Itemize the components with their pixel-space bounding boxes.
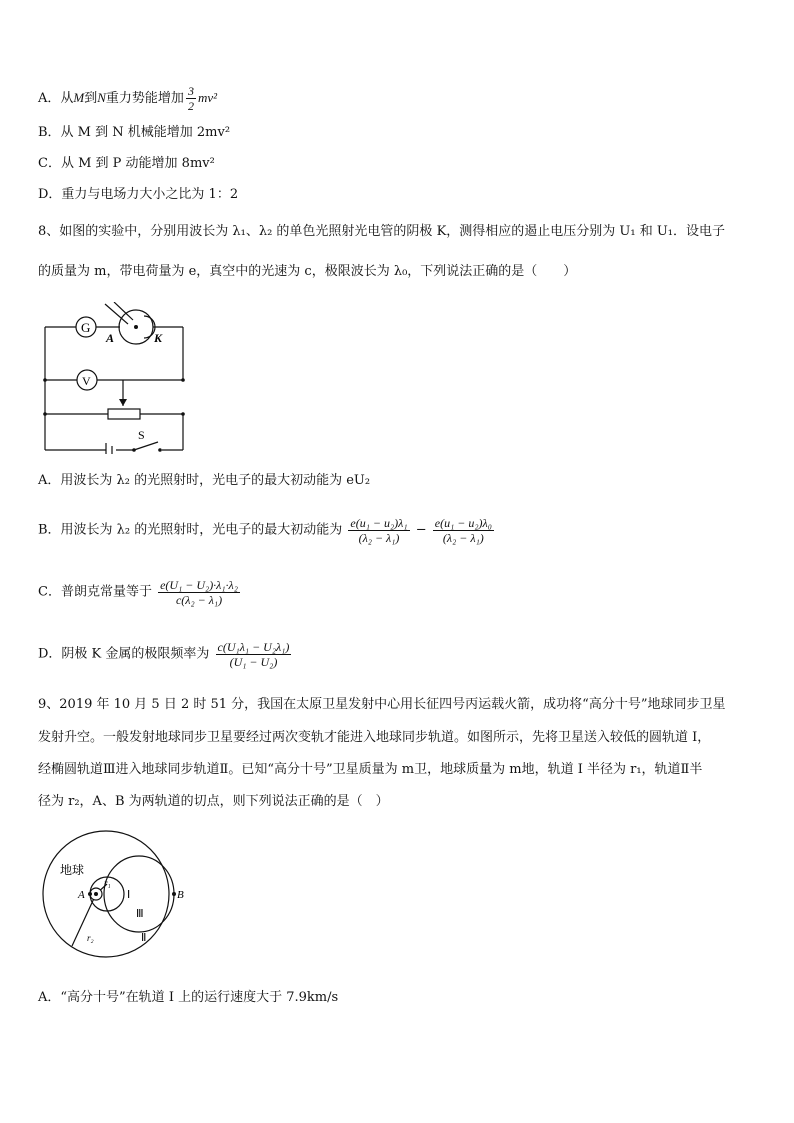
q9-orbit-figure (38, 828, 188, 958)
q8-stem-line-2: 的质量为 m，带电荷量为 e，真空中的光速为 c，极限波长为 λ₀，下列说法正确的是（ ） (38, 264, 577, 279)
figure-label-k: K (154, 331, 163, 345)
q7-option-b: B．从 M 到 N 机械能增加 2mv² (38, 125, 231, 140)
orbit-ii (43, 831, 169, 957)
q7-option-c: C．从 M 到 P 动能增加 8mv² (38, 156, 215, 171)
figure-label-a: A (106, 331, 115, 345)
figure-label-orbit-1: Ⅰ (127, 889, 131, 901)
fraction-numerator: e(u₁ − u₂)λ₀ (434, 516, 492, 530)
q8-option-c (38, 578, 242, 607)
q9-stem-line-1: 9、2019 年 10 月 5 日 2 时 51 分，我国在太原卫星发射中心用长征四号丙运载火箭，成功将“高分十号”地球同步卫星 (38, 697, 726, 712)
q8-option-a: A．用波长为 λ₂ 的光照射时，光电子的最大初动能为 eU₂ (38, 473, 371, 488)
fraction-numerator: e(U₁ − U₂)·λ₁·λ₂ (160, 578, 238, 592)
rheostat-slider-arrow (119, 399, 127, 406)
q8-option-c-prefix: C．普朗克常量等于 (38, 584, 152, 600)
q8-option-d-prefix: D．阴极 K 金属的极限频率为 (38, 646, 210, 662)
q8-option-b (38, 516, 496, 545)
q8-option-c-fraction (158, 578, 240, 607)
figure-label-r2: r₂ (87, 933, 94, 943)
q8-option-b-fraction-2 (433, 516, 494, 545)
q8-option-d (38, 640, 293, 669)
q7-option-a-suffix: 重力势能增加 (105, 91, 184, 106)
orbit-iii (104, 856, 174, 932)
fraction-denominator: c(λ₂ − λ₁) (175, 593, 223, 607)
figure-label-earth: 地球 (60, 863, 85, 877)
fraction-numerator: c(U₁λ₁ − U₂λ₁) (217, 640, 290, 654)
q9-stem-line-4: 径为 r₂，A、B 为两轨道的切点，则下列说法正确的是（ ） (38, 794, 389, 809)
q9-stem-line-2: 发射升空。一般发射地球同步卫星要经过两次变轨才能进入地球同步轨道。如图所示，先将卫星送入较低的圆轨道 Ⅰ， (38, 730, 711, 745)
q8-option-d-fraction (216, 640, 292, 669)
figure-label-b: B (177, 889, 184, 901)
q7-option-d: D．重力与电场力大小之比为 1：2 (38, 187, 239, 202)
q7-option-a-mid: 到 (84, 91, 98, 106)
q9-option-a: A．“高分十号”在轨道 Ⅰ 上的运行速度大于 7.9km/s (38, 990, 339, 1005)
q7-option-a-tail: mv² (197, 90, 217, 105)
fraction-numerator: 3 (187, 84, 194, 98)
fraction-denominator: (λ₂ − λ₁) (442, 531, 484, 545)
q9-stem-line-3: 经椭圆轨道Ⅲ进入地球同步轨道Ⅱ。已知“高分十号”卫星质量为 m卫，地球质量为 m地，轨道 Ⅰ 半径为 r₁，轨道Ⅱ半 (38, 762, 703, 777)
minus-sign: − (415, 522, 427, 538)
fraction-numerator: e(u₁ − u₂)λ₁ (350, 516, 408, 530)
figure-label-g: G (81, 320, 91, 335)
figure-label-a: A (78, 889, 85, 901)
q7-option-a-var-m: M (73, 90, 85, 105)
figure-label-orbit-3: Ⅲ (136, 908, 144, 920)
figure-label-r1: r₁ (104, 878, 111, 888)
fraction-denominator: (λ₂ − λ₁) (358, 531, 400, 545)
figure-label-orbit-2: Ⅱ (141, 932, 147, 944)
fraction-denominator: 2 (187, 99, 194, 113)
q7-option-a-fraction (186, 84, 196, 113)
q8-option-b-fraction-1 (348, 516, 409, 545)
figure-label-s: S (138, 428, 145, 442)
q8-stem-line-1: 8、如图的实验中，分别用波长为 λ₁、λ₂ 的单色光照射光电管的阴极 K，测得相应的遏止电压分别为 U₁ 和 U₁．设电子 (38, 224, 726, 239)
q8-circuit-figure (40, 302, 190, 454)
q8-option-b-prefix: B．用波长为 λ₂ 的光照射时，光电子的最大初动能为 (38, 522, 343, 538)
fraction-denominator: (U₁ − U₂) (229, 655, 278, 669)
q7-option-a-var-n: N (97, 90, 106, 105)
figure-label-v: V (82, 374, 91, 388)
q7-option-a (38, 84, 217, 113)
q7-option-a-prefix: A．从 (38, 91, 74, 106)
